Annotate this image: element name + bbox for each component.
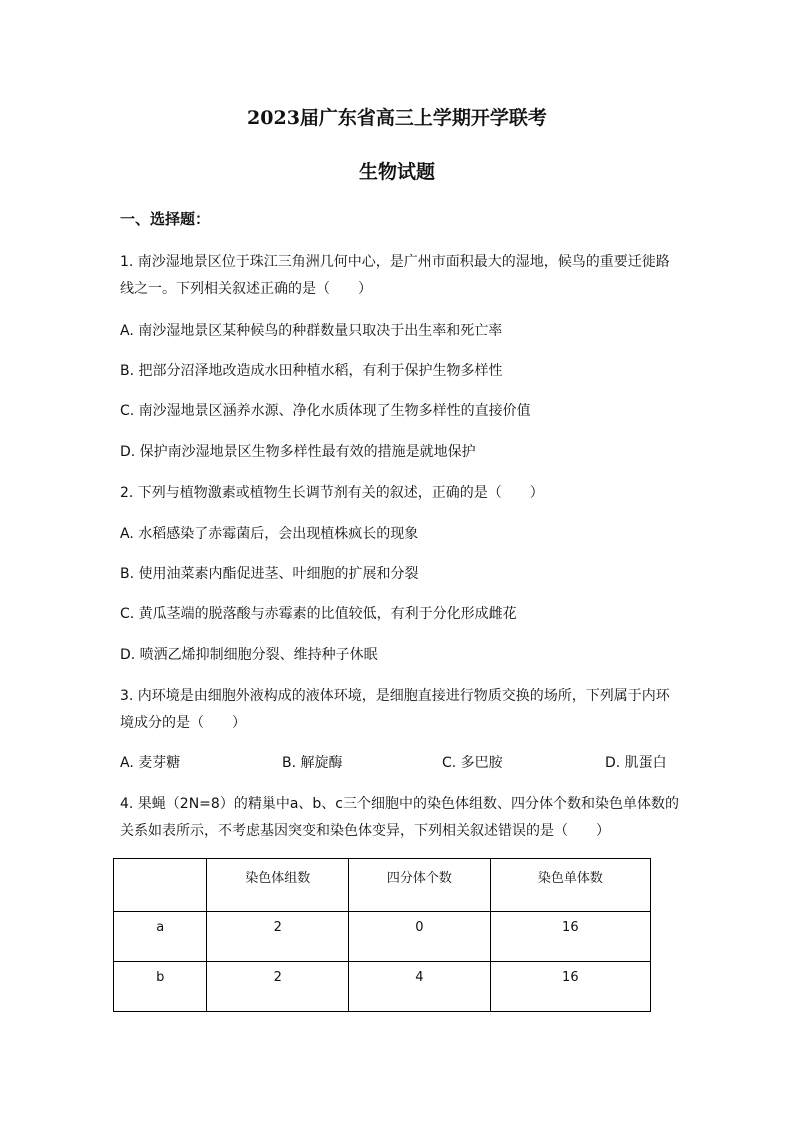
q1-option-b: B. 把部分沼泽地改造成水田种植水稻，有利于保护生物多样性 <box>120 363 503 379</box>
table-cell: 4 <box>349 962 491 1012</box>
q1-stem-line1: 1. 南沙湿地景区位于珠江三角洲几何中心，是广州市面积最大的湿地，候鸟的重要迁徙路 <box>120 254 670 270</box>
q4-stem-line1: 4. 果蝇（2N=8）的精巢中a、b、c三个细胞中的染色体组数、四分体个数和染色单体数的 <box>120 796 679 812</box>
exam-title: 2023届广东省高三上学期开学联考 <box>247 107 547 129</box>
table-header-cell: 染色单体数 <box>490 859 650 912</box>
q3-option-b: B. 解旋酶 <box>282 755 343 771</box>
q1-stem-line2: 线之一。下列相关叙述正确的是（ ） <box>120 281 372 297</box>
table-row <box>114 962 651 1012</box>
table-cell: 16 <box>490 912 650 962</box>
q1-option-a: A. 南沙湿地景区某种候鸟的种群数量只取决于出生率和死亡率 <box>120 323 503 339</box>
q3-option-a: A. 麦芽糖 <box>120 755 181 771</box>
table-header-cell: 四分体个数 <box>349 859 491 912</box>
exam-subtitle: 生物试题 <box>358 161 435 183</box>
q1-option-c: C. 南沙湿地景区涵养水源、净化水质体现了生物多样性的直接价值 <box>120 403 531 419</box>
q2-option-d: D. 喷洒乙烯抑制细胞分裂、维持种子休眠 <box>120 647 378 663</box>
q3-option-c: C. 多巴胺 <box>442 755 503 771</box>
table-header-row <box>114 859 651 912</box>
section-heading: 一、选择题： <box>120 210 211 228</box>
table-header-cell: 染色体组数 <box>207 859 349 912</box>
table-cell: 2 <box>207 912 349 962</box>
q3-stem-line1: 3. 内环境是由细胞外液构成的液体环境，是细胞直接进行物质交换的场所，下列属于内环 <box>120 688 670 704</box>
table-cell: a <box>114 912 207 962</box>
chromosome-table <box>113 858 651 1012</box>
q2-option-b: B. 使用油菜素内酯促进茎、叶细胞的扩展和分裂 <box>120 566 419 582</box>
q3-stem-line2: 境成分的是（ ） <box>120 715 246 731</box>
table-header-cell <box>114 859 207 912</box>
table-cell: 0 <box>349 912 491 962</box>
table-row <box>114 912 651 962</box>
q4-stem-line2: 关系如表所示，不考虑基因突变和染色体变异，下列相关叙述错误的是（ ） <box>120 823 610 839</box>
q1-option-d: D. 保护南沙湿地景区生物多样性最有效的措施是就地保护 <box>120 444 476 460</box>
table-cell: b <box>114 962 207 1012</box>
q2-option-c: C. 黄瓜茎端的脱落酸与赤霉素的比值较低，有利于分化形成雌花 <box>120 606 517 622</box>
q3-option-d: D. 肌蛋白 <box>605 755 667 771</box>
q2-option-a: A. 水稻感染了赤霉菌后，会出现植株疯长的现象 <box>120 526 419 542</box>
table-cell: 2 <box>207 962 349 1012</box>
table-cell: 16 <box>490 962 650 1012</box>
q2-stem: 2. 下列与植物激素或植物生长调节剂有关的叙述，正确的是（ ） <box>120 485 544 501</box>
